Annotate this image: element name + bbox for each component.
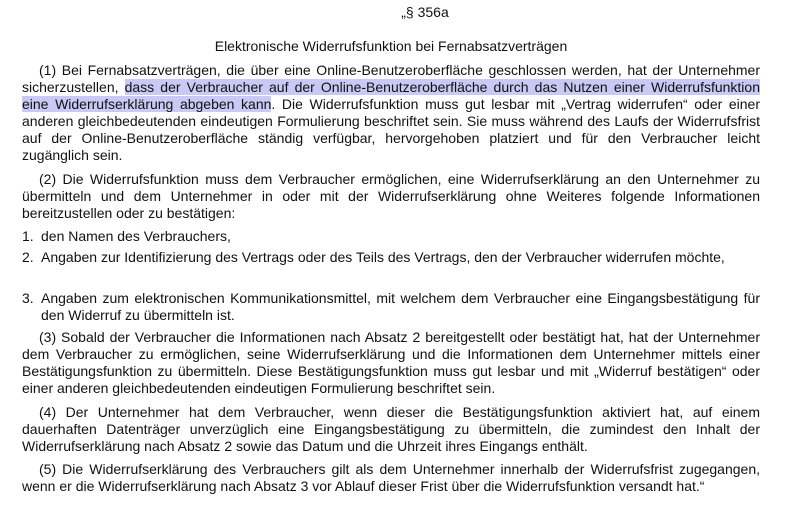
paragraph-1 <box>22 62 760 164</box>
list-item-number: 1. <box>22 228 34 244</box>
section-number: „§ 356a <box>401 4 449 20</box>
list-item-text: den Namen des Verbrauchers, <box>41 228 231 244</box>
list-item-text: Angaben zur Identifizierung des Vertrags oder des Teils des Vertrags, den der Verbraucher widerrufen möchte, <box>41 249 725 265</box>
section-title: Elektronische Widerrufsfunktion bei Fernabsatzverträgen <box>214 38 568 54</box>
list-item <box>22 290 760 324</box>
paragraph-1-text-end: . Die Widerrufsfunktion muss gut lesbar mit „Vertrag widerrufen“ oder einer anderen gleichbedeutenden eindeutigen Formulierung beschriftet sein. Sie muss während des Laufs der Widerrufsfrist auf der Online-Benutzeroberfläche ständig verfügbar, hervorgehoben platziert und für den Verbraucher leicht zugänglich sein. <box>22 96 761 163</box>
list-item <box>22 228 760 245</box>
paragraph-3: (3) Sobald der Verbraucher die Informationen nach Absatz 2 bereitgestellt oder bestätigt hat, hat der Unternehmer dem Verbraucher zu ermöglichen, seine Widerrufserklärung und die Informationen dem Unternehmer mittels einer Bestätigungsfunktion zu übermitteln. Diese Bestätigungsfunktion muss gut lesbar und mit „Widerruf bestätigen“ oder einer anderen gleichbedeutenden eindeutigen Formulierung beschriftet sein. <box>22 329 760 396</box>
list-item-text: Angaben zum elektronischen Kommunikationsmittel, mit welchem dem Verbraucher eine Eingangsbestätigung für den Widerruf zu übermitteln ist. <box>41 290 760 323</box>
paragraph-5: (5) Die Widerrufserklärung des Verbrauchers gilt als dem Unternehmer innerhalb der Widerrufsfrist zugegangen, wenn er die Widerrufserklärung nach Absatz 3 vor Ablauf dieser Frist über die Widerrufsfunktion versandt hat.“ <box>22 461 760 494</box>
list-item-number: 3. <box>22 290 34 306</box>
highlighted-text[interactable]: dass der Verbraucher auf der Online-Benutzeroberfläche durch das Nutzen einer Widerrufsfunktion eine Widerrufserklärung abgeben kann <box>22 79 760 112</box>
paragraph-1-text-start: (1) Bei Fernabsatzverträgen, die über eine Online-Benutzeroberfläche geschlossen werden, hat der Unternehmer sicherzustellen, <box>22 62 760 95</box>
paragraph-2: (2) Die Widerrufsfunktion muss dem Verbraucher ermöglichen, eine Widerrufserklärung an den Unternehmer zu übermitteln und dem Unternehmer in oder mit der Widerrufserklärung ohne Weiteres folgende Informationen bereitzustellen oder zu bestätigen: <box>22 171 760 221</box>
list-item-number: 2. <box>22 249 34 265</box>
paragraph-4: (4) Der Unternehmer hat dem Verbraucher, wenn dieser die Bestätigungsfunktion aktiviert hat, auf einem dauerhaften Datenträger unverzüglich eine Eingangsbestätigung zu übermitteln, die zumindest den Inhalt der Widerrufserklärung nach Absatz 2 sowie das Datum und die Uhrzeit ihres Eingangs enthält. <box>22 404 760 454</box>
list-item <box>22 249 760 266</box>
